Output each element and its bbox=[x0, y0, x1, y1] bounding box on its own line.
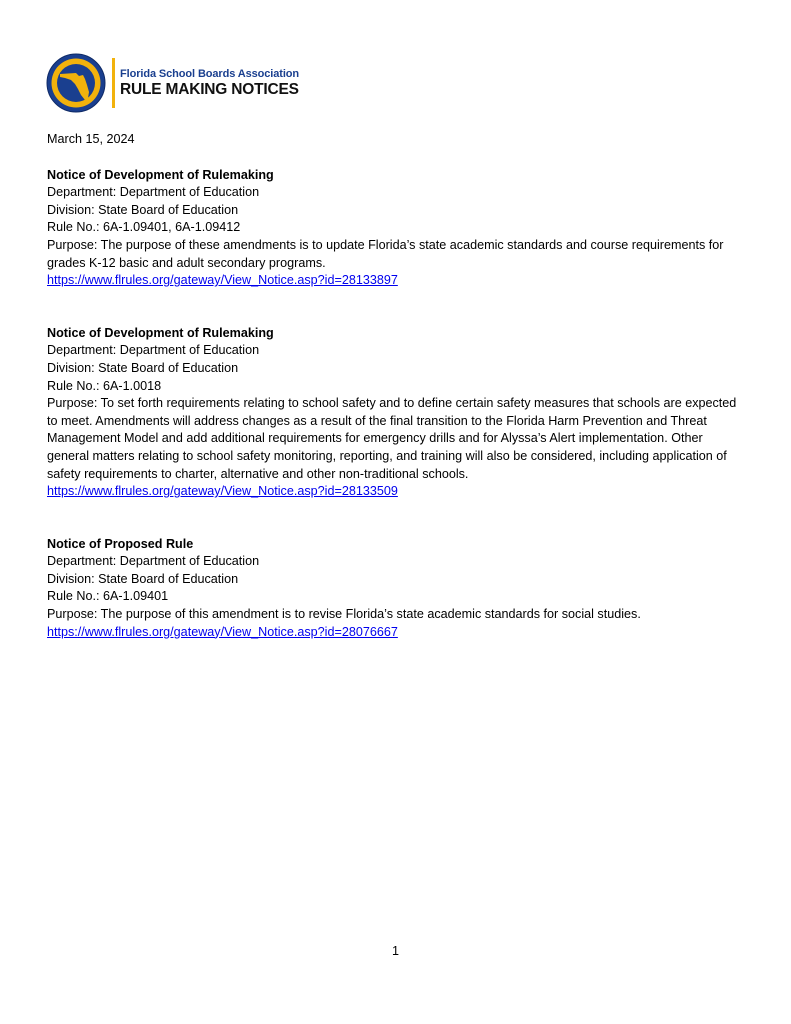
notice-department: Department: Department of Education bbox=[47, 185, 260, 200]
org-name: Florida School Boards Association bbox=[120, 68, 300, 80]
notice-block bbox=[47, 167, 747, 290]
notice-rule-number: Rule No.: 6A-1.0018 bbox=[47, 378, 162, 393]
header-brand bbox=[120, 68, 299, 98]
notice-division: Division: State Board of Education bbox=[47, 571, 239, 586]
notice-title: Notice of Development of Rulemaking bbox=[47, 325, 274, 340]
notice-purpose: Purpose: The purpose of these amendments is to update Florida’s state academic standards and course requirements for grades K-12 basic and adult secondary programs. bbox=[47, 237, 724, 270]
document-title: RULE MAKING NOTICES bbox=[120, 81, 299, 98]
notice-purpose: Purpose: To set forth requirements relating to school safety and to define certain safety measures that schools are expected to meet. Amendments will address changes as a result of the final transition to the Florida Harm Prevention and Threat Management Model and add additional requirements for emergency drills and for Alyssa’s Alert implementation. Other general matters relating to school safety monitoring, reporting, and training will also be considered, including application of safety requirements to charter, alternative and other non-traditional schools. bbox=[47, 396, 737, 481]
notice-purpose: Purpose: The purpose of this amendment is to revise Florida’s state academic standards for social studies. bbox=[47, 607, 641, 622]
notice-link[interactable]: https://www.flrules.org/gateway/View_Notice.asp?id=28076667 bbox=[47, 624, 398, 639]
notice-rule-number: Rule No.: 6A-1.09401, 6A-1.09412 bbox=[47, 220, 241, 235]
notice-rule-number: Rule No.: 6A-1.09401 bbox=[47, 589, 169, 604]
notice-department: Department: Department of Education bbox=[47, 554, 260, 569]
notice-division: Division: State Board of Education bbox=[47, 360, 239, 375]
notice-link[interactable]: https://www.flrules.org/gateway/View_Notice.asp?id=28133509 bbox=[47, 484, 398, 499]
document-body bbox=[47, 131, 747, 676]
notice-date: March 15, 2024 bbox=[47, 132, 135, 146]
notice-department: Department: Department of Education bbox=[47, 343, 260, 358]
notice-link[interactable]: https://www.flrules.org/gateway/View_Notice.asp?id=28133897 bbox=[47, 273, 398, 288]
fsba-seal-logo bbox=[46, 53, 106, 113]
notice-division: Division: State Board of Education bbox=[47, 202, 239, 217]
notice-title: Notice of Proposed Rule bbox=[47, 536, 194, 551]
notice-block bbox=[47, 325, 747, 501]
header-divider bbox=[112, 58, 115, 108]
document-header bbox=[46, 52, 299, 114]
page-number: 1 bbox=[391, 944, 399, 958]
notice-block bbox=[47, 536, 747, 642]
notice-title: Notice of Development of Rulemaking bbox=[47, 167, 274, 182]
